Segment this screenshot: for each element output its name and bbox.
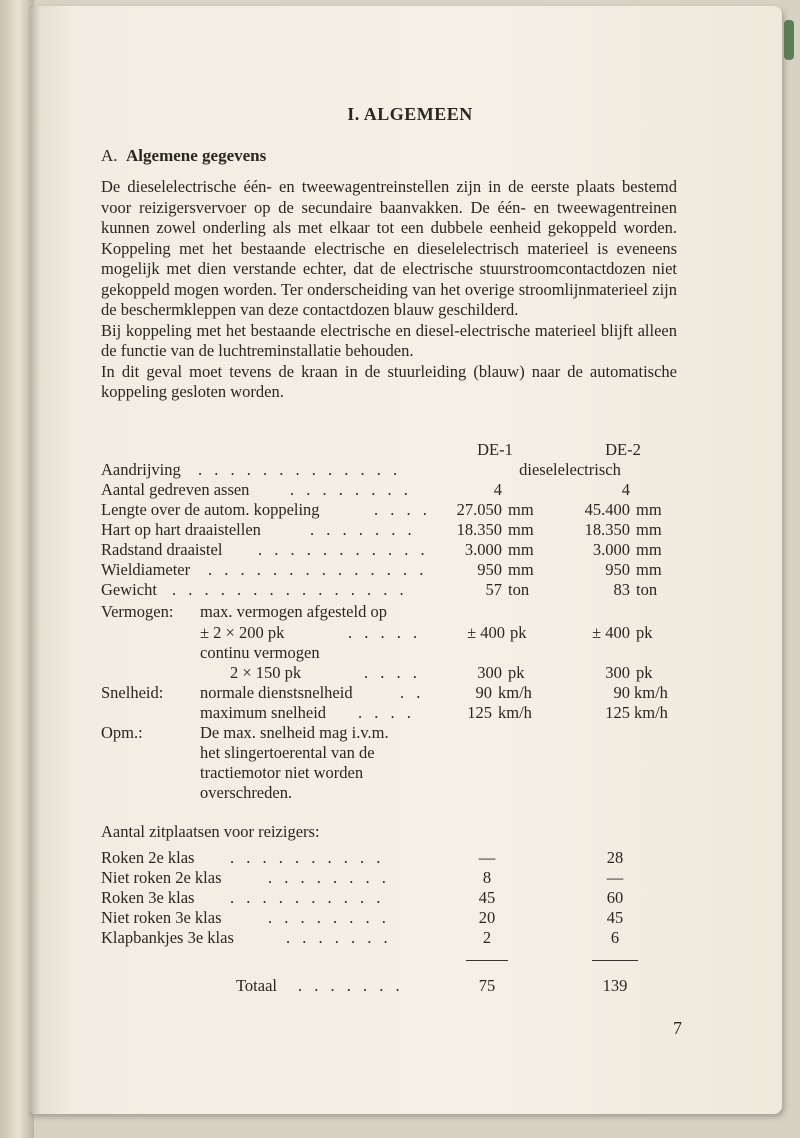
opm-line: De max. snelheid mag i.v.m. [200,723,389,742]
cover-edge [784,20,794,60]
spec-label: Radstand draaistel [101,540,223,559]
leader-dots: . . . . . . . . [268,868,390,887]
opm-line: overschreden. [200,783,293,802]
de1-seats: 20 [478,908,496,927]
leader-dots: . . . . [358,703,415,722]
opm-label: Opm.: [101,723,143,742]
de2-unit: mm [636,520,662,539]
col-header-de2: DE-2 [605,440,641,459]
leader-dots: . . . . . [348,623,422,642]
leader-dots: . . . . . . . [298,976,404,995]
subsection-heading [101,146,266,166]
de2-seats: 6 [610,928,620,947]
de1-unit: mm [508,520,534,539]
de1-value: 950 [477,560,502,579]
de1-unit: mm [508,560,534,579]
spec-label: Wieldiameter [101,560,191,579]
snelheid-label: Snelheid: [101,683,164,702]
spec-label: Gewicht [101,580,157,599]
de1-value: 125 [467,703,492,722]
de1-value: ± 400 [467,623,505,642]
de2-value: 83 [613,580,630,599]
de2-unit: pk [636,663,653,682]
de2-seats: 60 [606,888,624,907]
spine-shadow [30,6,40,1114]
leader-dots: . . . . [374,500,431,519]
de2-value: 300 [605,663,630,682]
de1-value: 300 [477,663,502,682]
de2-unit: mm [636,540,662,559]
de1-seats: 45 [478,888,496,907]
subsection-letter: A. [101,146,118,165]
seat-label: Roken 2e klas [101,848,195,867]
de1-seats: 2 [482,928,492,947]
de1-value: 27.050 [456,500,502,519]
de1-unit: pk [510,623,527,642]
de2-value: 45.400 [584,500,630,519]
de2-seats: — [606,868,624,887]
subsection-title: Algemene gegevens [126,146,267,165]
page-number: 7 [673,1018,682,1038]
leader-dots: . . . . . . . . . . . [258,540,429,559]
de2-value: ± 400 [592,623,630,642]
spec-label: Aandrijving [101,460,181,479]
de1-unit: km/h [498,703,532,722]
de2-value: 4 [621,480,630,499]
de2-unit: km/h [634,683,668,702]
leader-dots: . . . . . . . [286,928,392,947]
de2-unit: pk [636,623,653,642]
leader-dots: . . . . [364,663,421,682]
col-header-de1: DE-1 [477,440,513,459]
spec-label: Aantal gedreven assen [101,480,250,499]
spec-label: Lengte over de autom. koppeling [101,500,320,519]
spec-label: Hart op hart draaistellen [101,520,261,539]
leader-dots: . . . . . . . . . . . . . . . [172,580,408,599]
snelheid-line: maximum snelheid [200,703,327,722]
de2-total: 139 [602,976,628,995]
de2-value: 3.000 [592,540,630,559]
leader-dots: . . . . . . . . . . [230,888,385,907]
paragraph: De dieselelectrische één- en tweewagentreinstellen zijn in de eerste plaats bestemd voor reizigersvervoer op de secundaire baanvakken. De één- en tweewagentreinen kunnen zowel onderling als met elkaar tot een dubbele eenheid gekoppeld worden. Koppeling met het bestaande electrische en dieselelectrisch materieel is eveneens mogelijk met dien verstande echter, dat de electrische stuurstroomcontactdozen niet gekoppeld mogen worden. Ter onderscheiding van het overige stroomlijnmaterieel zijn de beschermkleppen van deze contactdozen blauw geschilderd. [101,177,677,319]
leader-dots: . . . . . . . [310,520,416,539]
vermogen-line: continu vermogen [200,643,320,662]
de1-value: 3.000 [464,540,502,559]
de2-seats: 28 [606,848,624,867]
de2-unit: ton [636,580,658,599]
de1-unit: mm [508,540,534,559]
de1-unit: pk [508,663,525,682]
de2-value: 950 [605,560,630,579]
left-page-edge [0,0,34,1138]
sum-rule-de1 [466,960,508,961]
de1-seats: — [478,848,496,867]
vermogen-line: ± 2 × 200 pk [200,623,285,642]
vermogen-line: max. vermogen afgesteld op [200,602,387,621]
de1-value: 90 [475,683,492,702]
seat-label: Roken 3e klas [101,888,195,907]
intro-text [101,177,677,403]
de2-unit: km/h [634,703,668,722]
de2-value: 125 [605,703,630,722]
leader-dots: . . . . . . . . . . . . . [198,460,402,479]
de2-value: 18.350 [584,520,630,539]
snelheid-line: normale dienstsnelheid [200,683,353,702]
paragraph: In dit geval moet tevens de kraan in de stuurleiding (blauw) naar de automatische koppeling gesloten worden. [101,361,677,401]
spec-merged-value: dieselelectrisch [519,460,621,479]
vermogen-line: 2 × 150 pk [230,663,302,682]
de1-value: 4 [493,480,502,499]
sum-rule-de2 [592,960,638,961]
opm-line: het slingertoerental van de [200,743,375,762]
de1-unit: ton [508,580,530,599]
de2-seats: 45 [606,908,624,927]
leader-dots: . . . . . . . . [268,908,390,927]
de2-unit: mm [636,500,662,519]
seat-label: Niet roken 2e klas [101,868,222,887]
de1-value: 18.350 [456,520,502,539]
de1-total: 75 [478,976,496,995]
leader-dots: . . . . . . . . . . [230,848,385,867]
total-label: Totaal [236,976,277,995]
leader-dots: . . . . . . . . [290,480,412,499]
leader-dots: . . . . . . . . . . . . . . [208,560,428,579]
de1-seats: 8 [482,868,492,887]
leader-dots: . . [400,683,425,702]
section-title: I. ALGEMEEN [347,104,473,124]
de2-value: 90 [613,683,630,702]
de1-unit: mm [508,500,534,519]
opm-line: tractiemotor niet worden [200,763,364,782]
paragraph: Bij koppeling met het bestaande electrische en diesel-electrische materieel blijft alleen de functie van de luchtreminstallatie behouden. [101,320,677,360]
seats-heading: Aantal zitplaatsen voor reizigers: [101,822,320,841]
de1-unit: km/h [498,683,532,702]
seat-label: Niet roken 3e klas [101,908,222,927]
vermogen-label: Vermogen: [101,602,174,621]
de1-value: 57 [485,580,502,599]
seat-label: Klapbankjes 3e klas [101,928,234,947]
de2-unit: mm [636,560,662,579]
